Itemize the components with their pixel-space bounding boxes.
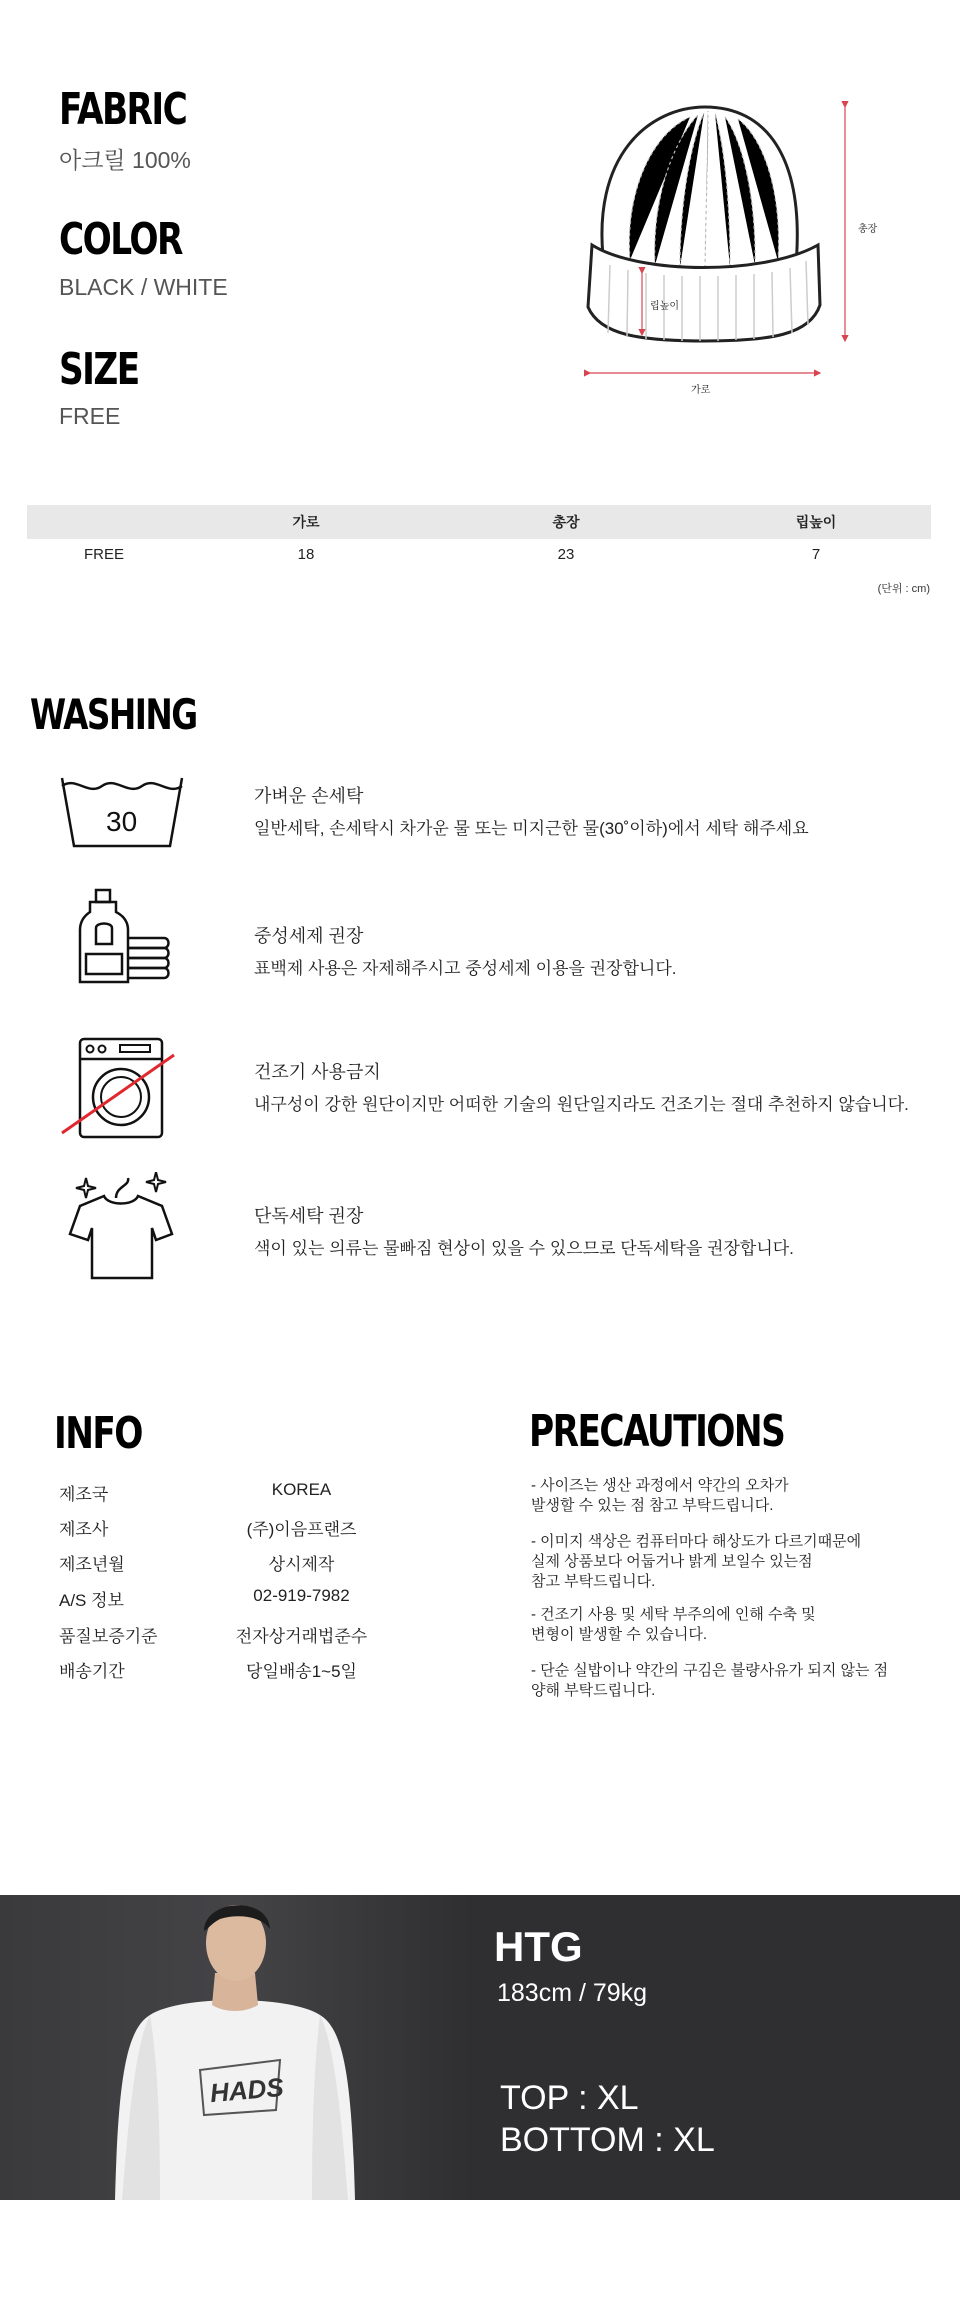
size-value: FREE [59,403,121,429]
model-measurements: 183cm / 79kg [497,1979,648,2007]
info-key: 제조국 [59,1485,109,1504]
info-value: (주)이음프랜즈 [246,1520,357,1539]
beanie-illustration [570,95,900,405]
header-cell: 총장 [431,505,701,539]
model-bottom-size: BOTTOM : XL [500,2121,715,2159]
label-width: 가로 [691,385,711,396]
label-total: 총장 [858,224,878,235]
washing-item-2 [254,922,676,979]
tshirt-icon [66,1172,176,1282]
washing-item-3 [254,1058,909,1115]
header-cell: 가로 [181,505,431,539]
model-name: HTG [494,1923,583,1970]
washing-item-desc: 색이 있는 의류는 물빠짐 현상이 있을 수 있으므로 단독세탁을 권장합니다. [254,1239,794,1258]
table-cell: 7 [811,545,821,563]
shirt-print: HADS [208,2071,285,2109]
beanie-diagram [570,95,900,405]
color-value: BLACK / WHITE [59,274,228,300]
info-heading: INFO [54,1408,142,1459]
info-value: 02-919-7982 [253,1586,350,1605]
washing-item-desc: 일반세탁, 손세탁시 차가운 물 또는 미지근한 물(30˚이하)에서 세탁 해주세요 [254,819,809,838]
washing-item-title: 중성세제 권장 [254,926,364,946]
no-dryer-icon [58,1035,178,1145]
info-value: 전자상거래법준수 [235,1627,368,1646]
model-figure [0,1895,470,2200]
washing-item-title: 건조기 사용금지 [254,1062,381,1082]
info-key: 제조사 [59,1520,109,1539]
precaution-item: - 건조기 사용 및 세탁 부주의에 인해 수축 및 변형이 발생할 수 있습니다. [531,1606,816,1643]
model-top-size: TOP : XL [500,2079,639,2117]
info-key: 배송기간 [59,1662,125,1681]
size-table [27,505,931,569]
info-key: A/S 정보 [59,1591,124,1610]
info-value: KOREA [271,1480,332,1499]
precaution-item: - 이미지 색상은 컴퓨터마다 해상도가 다르기때문에 실제 상품보다 어둡거나 밝게 보일수 있는점 참고 부탁드립니다. [531,1533,862,1590]
header-cell [27,505,181,539]
header-cell: 립높이 [701,505,931,539]
hand-wash-30-icon [58,772,186,852]
washing-item-4 [254,1202,794,1259]
fabric-value: 아크릴 100% [59,147,191,173]
table-cell: 18 [297,545,315,563]
size-unit: (단위 : cm) [877,583,930,595]
info-key: 제조년월 [59,1555,125,1574]
washing-heading: WASHING [30,690,197,739]
washing-item-desc: 내구성이 강한 원단이지만 어떠한 기술의 원단일지라도 건조기는 절대 추천하지 않습니다. [254,1095,909,1114]
table-row [27,539,931,569]
model-photo [0,1895,470,2200]
wash-temp: 30 [106,806,138,837]
size-heading: SIZE [59,344,139,395]
precautions-heading: PRECAUTIONS [529,1406,785,1457]
color-heading: COLOR [59,214,182,265]
washing-item-desc: 표백제 사용은 자제해주시고 중성세제 이용을 권장합니다. [254,959,677,978]
size-table-header [27,505,931,539]
info-key: 품질보증기준 [59,1627,158,1646]
precaution-item: - 단순 실밥이나 약간의 구김은 불량사유가 되지 않는 점 양해 부탁드립니다. [531,1662,889,1699]
label-rib: 립높이 [650,301,679,312]
detergent-icon [76,888,172,988]
info-value: 당일배송1~5일 [246,1662,357,1681]
washing-item-title: 가벼운 손세탁 [254,786,364,806]
info-value: 상시제작 [268,1555,335,1574]
washing-item-title: 단독세탁 권장 [254,1206,364,1226]
table-cell: 23 [557,545,575,563]
washing-item-1 [254,782,809,839]
model-banner [0,1895,960,2200]
precaution-item: - 사이즈는 생산 과정에서 약간의 오차가 발생할 수 있는 점 참고 부탁드립니다. [531,1477,789,1514]
fabric-heading: FABRIC [59,84,187,135]
table-cell: FREE [83,545,124,563]
